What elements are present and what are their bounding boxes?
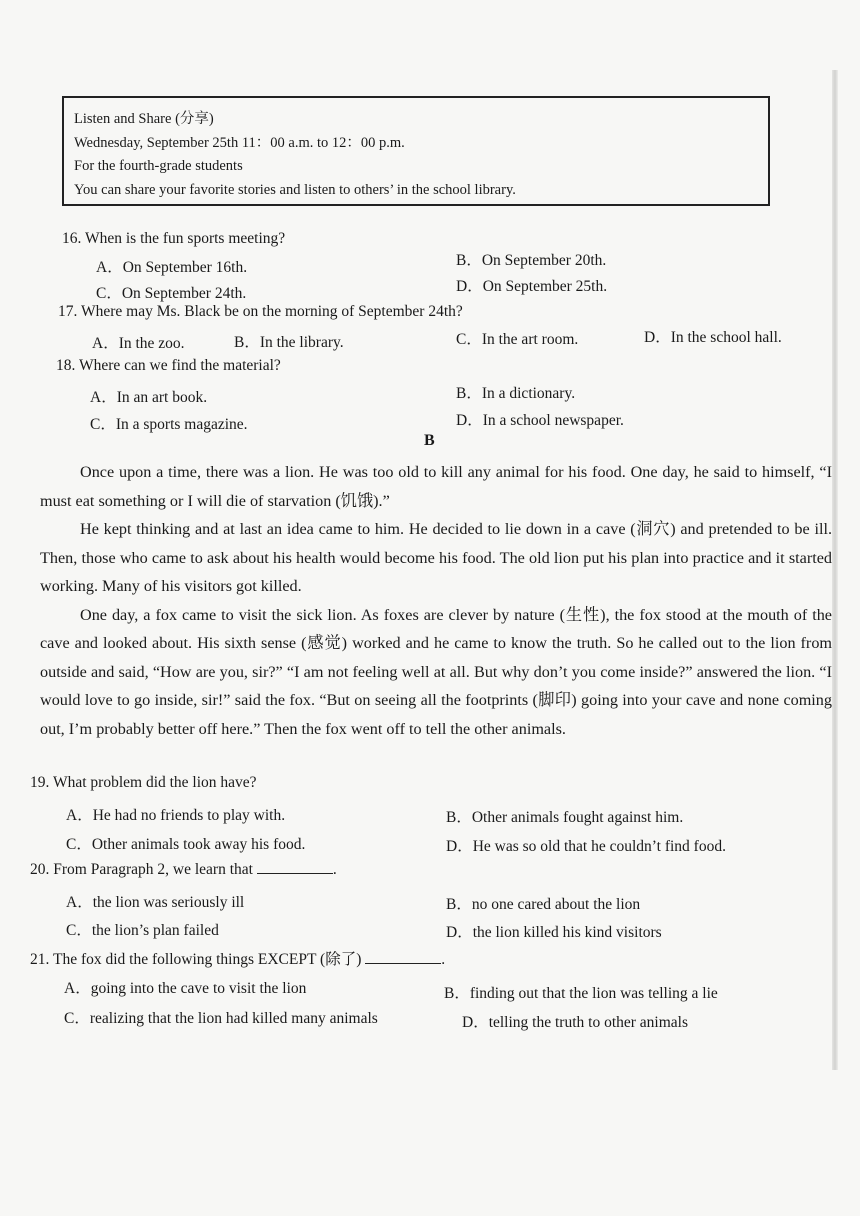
question-21-option-a[interactable]: A．going into the cave to visit the lion — [64, 980, 307, 997]
page-edge-shadow — [832, 70, 838, 1070]
answer-blank — [365, 951, 441, 964]
question-16-option-d[interactable]: D．On September 25th. — [456, 278, 608, 295]
question-21-option-d[interactable]: D．telling the truth to other animals — [462, 1014, 688, 1031]
notice-box — [62, 96, 770, 206]
question-18-option-a[interactable]: A．In an art book. — [90, 389, 208, 406]
passage-paragraph-2: He kept thinking and at last an idea came to him. He decided to lie down in a cave (洞穴) and pretended to be ill. Then, those who came to ask about his health would become his food. The old lion put his plan into practice and it started working. Many of his visitors got killed. — [40, 520, 832, 595]
question-16-stem: 16. When is the fun sports meeting? — [62, 230, 286, 247]
question-19-option-b[interactable]: B．Other animals fought against him. — [446, 809, 684, 826]
question-20-option-a[interactable]: A．the lion was seriously ill — [66, 894, 245, 911]
question-20-option-c[interactable]: C．the lion’s plan failed — [66, 922, 219, 939]
notice-title: Listen and Share (分享) — [74, 111, 214, 127]
question-20-option-b[interactable]: B．no one cared about the lion — [446, 896, 641, 913]
question-20-option-d[interactable]: D．the lion killed his kind visitors — [446, 924, 662, 941]
question-17-option-a[interactable]: A．In the zoo. — [92, 335, 185, 352]
question-18-option-b[interactable]: B．In a dictionary. — [456, 385, 576, 402]
passage-paragraph-3: One day, a fox came to visit the sick lion. As foxes are clever by nature (生性), the fox stood at the mouth of the cave and looked about. His sixth sense (感觉) worked and he came to know the truth. So he called out to the lion from outside and said, “How are you, sir?” “I am not feeling well at all. But why don’t you come inside?” answered the lion. “I would love to go inside, sir!” said the fox. “But on seeing all the footprints (脚印) going into your cave and none coming out, I’m probably better off here.” Then the fox went off to tell the other animals. — [40, 605, 832, 738]
question-18-option-d[interactable]: D．In a school newspaper. — [456, 412, 624, 429]
question-18-stem: 18. Where can we find the material? — [56, 357, 281, 374]
reading-passage — [40, 458, 832, 743]
question-17-option-c[interactable]: C．In the art room. — [456, 331, 579, 348]
question-21-stem: 21. The fox did the following things EXCEPT (除了) . — [30, 951, 446, 968]
question-17-stem: 17. Where may Ms. Black be on the morning of September 24th? — [58, 303, 463, 320]
question-20-stem: 20. From Paragraph 2, we learn that . — [30, 861, 337, 878]
question-20-stem-text: 20. From Paragraph 2, we learn that — [30, 861, 253, 878]
section-heading: B — [424, 432, 435, 449]
question-21-option-c[interactable]: C．realizing that the lion had killed many animals — [64, 1010, 378, 1027]
question-16-option-c[interactable]: C．On September 24th. — [96, 285, 247, 302]
answer-blank — [257, 861, 333, 874]
question-19-option-a[interactable]: A．He had no friends to play with. — [66, 807, 286, 824]
question-17-option-d[interactable]: D．In the school hall. — [644, 329, 782, 346]
question-17-option-b[interactable]: B．In the library. — [234, 334, 344, 351]
notice-description: You can share your favorite stories and listen to others’ in the school library. — [74, 181, 516, 198]
question-19-option-d[interactable]: D．He was so old that he couldn’t find food. — [446, 838, 726, 855]
question-21-option-b[interactable]: B．finding out that the lion was telling a lie — [444, 985, 718, 1002]
passage-paragraph-1: Once upon a time, there was a lion. He was too old to kill any animal for his food. One day, he said to himself, “I must eat something or I will die of starvation (饥饿).” — [40, 463, 832, 510]
question-21-stem-text: 21. The fox did the following things EXCEPT (除了) — [30, 951, 362, 968]
notice-audience: For the fourth-grade students — [74, 158, 243, 174]
question-16-option-b[interactable]: B．On September 20th. — [456, 252, 607, 269]
question-19-stem: 19. What problem did the lion have? — [30, 774, 257, 791]
question-19-option-c[interactable]: C．Other animals took away his food. — [66, 836, 306, 853]
question-18-option-c[interactable]: C．In a sports magazine. — [90, 416, 248, 433]
notice-time: Wednesday, September 25th 11：00 a.m. to 12：00 p.m. — [74, 134, 405, 151]
question-16-option-a[interactable]: A．On September 16th. — [96, 259, 248, 276]
